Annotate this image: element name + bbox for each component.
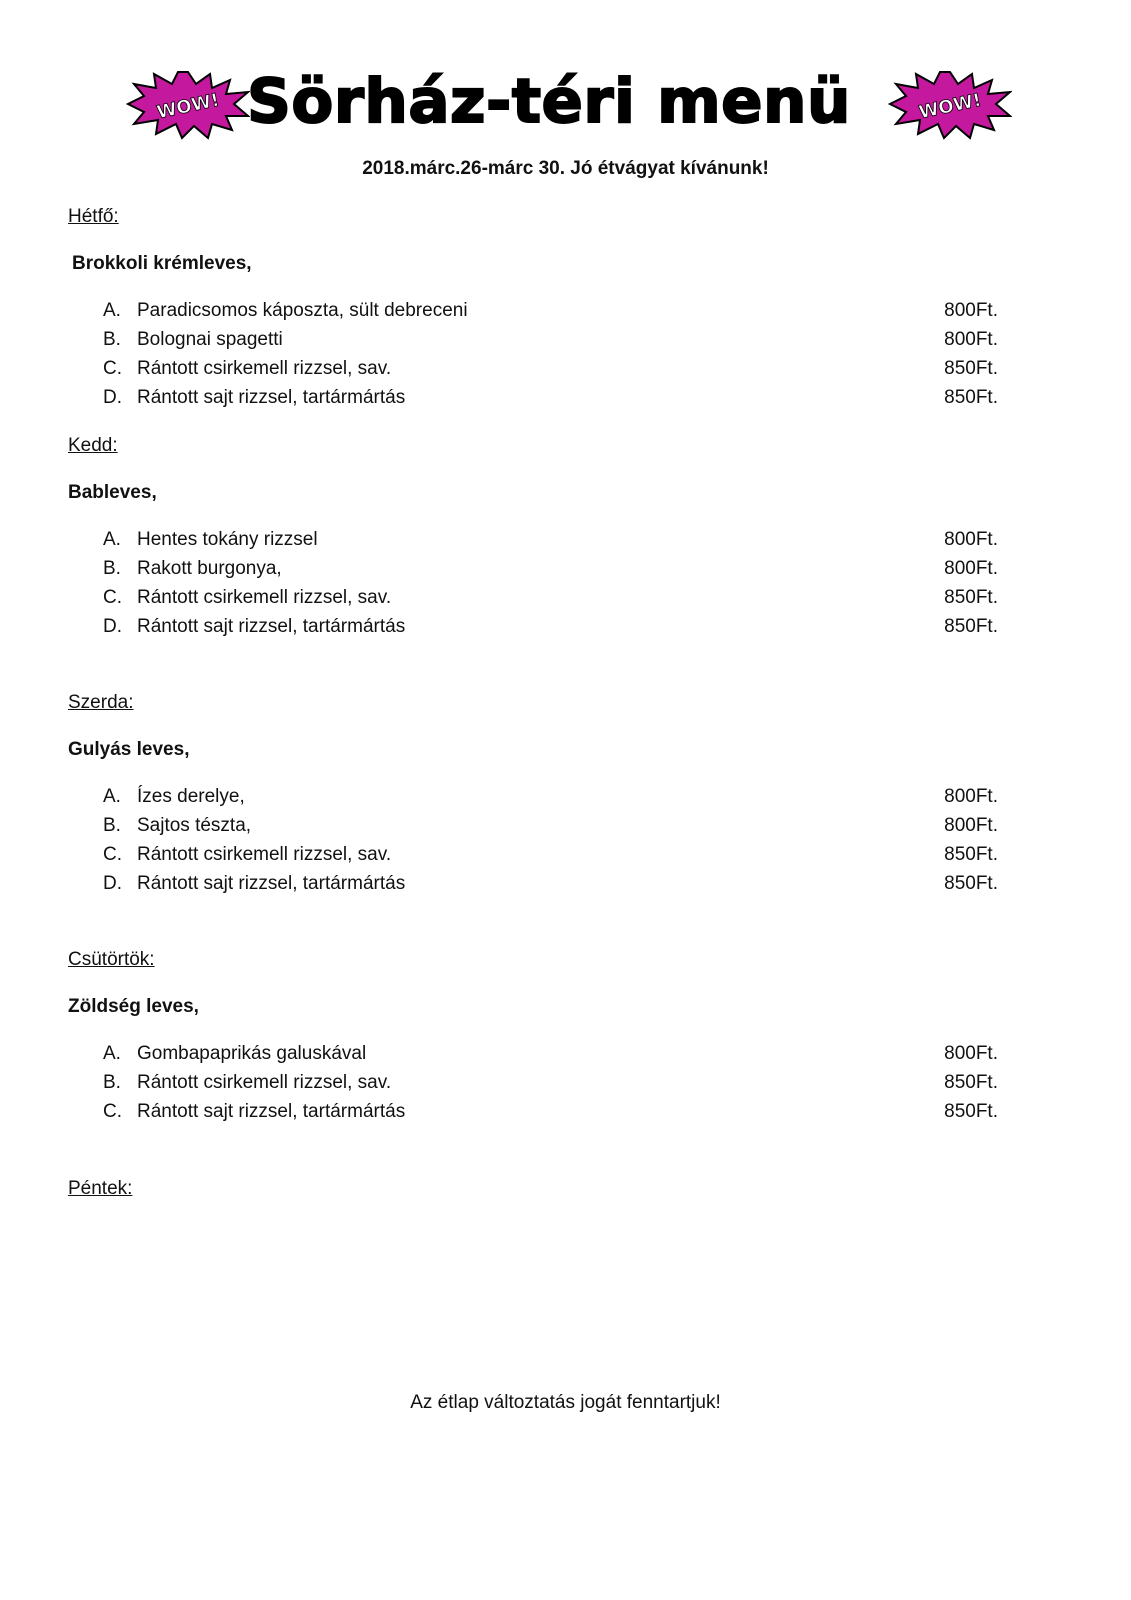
item-name: Paradicsomos káposzta, sült debreceni	[137, 300, 468, 321]
item-price: 850Ft.	[944, 587, 998, 608]
svg-text:WOW!: WOW!	[154, 89, 222, 124]
item-price: 850Ft.	[944, 616, 998, 637]
item-letter: A.	[103, 300, 121, 321]
starburst-icon	[888, 70, 1012, 140]
item-letter: B.	[103, 329, 121, 350]
item-name: Rakott burgonya,	[137, 558, 282, 579]
menu-item	[0, 616, 1131, 642]
item-price: 800Ft.	[944, 786, 998, 807]
day-heading-wednesday: Szerda:	[68, 692, 134, 713]
item-letter: C.	[103, 587, 122, 608]
menu-item	[0, 300, 1131, 326]
item-letter: C.	[103, 358, 122, 379]
item-name: Gombapaprikás galuskával	[137, 1043, 367, 1064]
item-letter: C.	[103, 844, 122, 865]
soup-wednesday: Gulyás leves,	[68, 739, 190, 760]
menu-item	[0, 873, 1131, 899]
item-name: Bolognai spagetti	[137, 329, 283, 350]
menu-item	[0, 529, 1131, 555]
item-letter: B.	[103, 558, 121, 579]
item-price: 800Ft.	[944, 1043, 998, 1064]
item-price: 850Ft.	[944, 844, 998, 865]
svg-text:WOW!: WOW!	[916, 89, 984, 124]
item-name: Sajtos tészta,	[137, 815, 252, 836]
item-name: Rántott csirkemell rizzsel, sav.	[137, 1072, 392, 1093]
menu-item	[0, 387, 1131, 413]
menu-item	[0, 815, 1131, 841]
day-heading-monday: Hétfő:	[68, 206, 119, 227]
item-price: 800Ft.	[944, 815, 998, 836]
item-price: 850Ft.	[944, 358, 998, 379]
item-name: Rántott csirkemell rizzsel, sav.	[137, 587, 392, 608]
menu-item	[0, 1072, 1131, 1098]
item-name: Hentes tokány rizzsel	[137, 529, 318, 550]
item-letter: D.	[103, 387, 122, 408]
soup-monday: Brokkoli krémleves,	[72, 253, 252, 274]
item-name: Rántott sajt rizzsel, tartármártás	[137, 1101, 406, 1122]
item-name: Rántott sajt rizzsel, tartármártás	[137, 616, 406, 637]
date-subtitle: 2018.márc.26-márc 30. Jó étvágyat kívánunk!	[362, 158, 769, 179]
menu-item	[0, 358, 1131, 384]
item-price: 850Ft.	[944, 387, 998, 408]
item-letter: D.	[103, 873, 122, 894]
item-name: Ízes derelye,	[137, 786, 245, 807]
day-heading-friday: Péntek:	[68, 1178, 133, 1199]
soup-thursday: Zöldség leves,	[68, 996, 199, 1017]
menu-item	[0, 1043, 1131, 1069]
item-name: Rántott sajt rizzsel, tartármártás	[137, 873, 406, 894]
item-name: Rántott csirkemell rizzsel, sav.	[137, 358, 392, 379]
item-price: 800Ft.	[944, 558, 998, 579]
item-letter: A.	[103, 1043, 121, 1064]
page-title: Sörház-téri menü	[247, 66, 851, 137]
soup-tuesday: Bableves,	[68, 482, 157, 503]
wow-badge-left	[126, 70, 250, 140]
menu-item	[0, 587, 1131, 613]
item-letter: C.	[103, 1101, 122, 1122]
item-price: 850Ft.	[944, 1072, 998, 1093]
day-heading-thursday: Csütörtök:	[68, 949, 155, 970]
item-price: 800Ft.	[944, 300, 998, 321]
item-letter: B.	[103, 1072, 121, 1093]
item-letter: A.	[103, 786, 121, 807]
menu-header	[0, 62, 1131, 146]
item-letter: D.	[103, 616, 122, 637]
item-price: 800Ft.	[944, 329, 998, 350]
wow-badge-right	[888, 70, 1012, 140]
item-price: 850Ft.	[944, 1101, 998, 1122]
menu-item	[0, 786, 1131, 812]
menu-item	[0, 329, 1131, 355]
menu-item	[0, 844, 1131, 870]
item-letter: B.	[103, 815, 121, 836]
starburst-icon	[126, 70, 250, 140]
footer-note: Az étlap változtatás jogát fenntartjuk!	[410, 1392, 721, 1413]
item-price: 800Ft.	[944, 529, 998, 550]
item-price: 850Ft.	[944, 873, 998, 894]
item-name: Rántott csirkemell rizzsel, sav.	[137, 844, 392, 865]
day-heading-tuesday: Kedd:	[68, 435, 118, 456]
menu-item	[0, 558, 1131, 584]
item-name: Rántott sajt rizzsel, tartármártás	[137, 387, 406, 408]
menu-item	[0, 1101, 1131, 1127]
item-letter: A.	[103, 529, 121, 550]
